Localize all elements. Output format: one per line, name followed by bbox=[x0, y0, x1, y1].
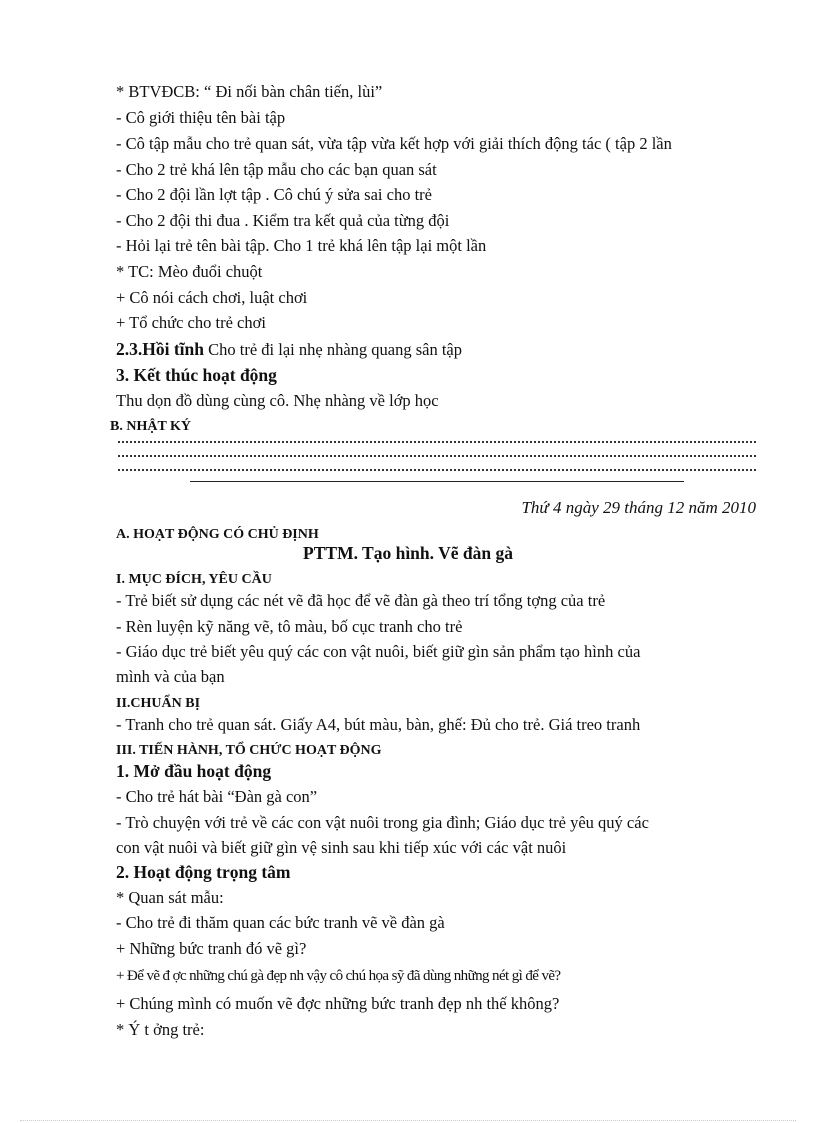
text-line: - Trò chuyện với trẻ về các con vật nuôi trong gia đình; Giáo dục trẻ yêu quý các bbox=[116, 813, 649, 832]
text-line: Thu dọn đồ dùng cùng cô. Nhẹ nhàng về lớp học bbox=[116, 391, 439, 410]
text-line: - Giáo dục trẻ biết yêu quý các con vật nuôi, biết giữ gìn sản phẩm tạo hình của bbox=[116, 642, 641, 661]
text-line: mình và của bạn bbox=[116, 667, 225, 686]
diary-heading: B. NHẬT KÝ bbox=[110, 419, 192, 434]
section-iii-heading: III. TIẾN HÀNH, TỔ CHỨC HOẠT ĐỘNG bbox=[116, 743, 382, 758]
text-line: - Hỏi lại trẻ tên bài tập. Cho 1 trẻ khá lên tập lại một lần bbox=[116, 236, 487, 255]
dotted-line bbox=[118, 452, 756, 457]
text-line: - Cho 2 đội lần lợt tập . Cô chú ý sửa sai cho trẻ bbox=[116, 185, 432, 204]
text-line: - Cho trẻ hát bài “Đàn gà con” bbox=[116, 787, 318, 806]
text-line: - Tranh cho trẻ quan sát. Giấy A4, bút màu, bàn, ghế: Đủ cho trẻ. Giá treo tranh bbox=[116, 715, 641, 734]
text-line: + Để vẽ đ ợc những chú gà đẹp nh vậy cô chú họa sỹ đã dùng những nét gì để vẽ? bbox=[116, 968, 561, 984]
text-line: - Cô giới thiệu tên bài tập bbox=[116, 108, 286, 127]
lesson-title: PTTM. Tạo hình. Vẽ đàn gà bbox=[303, 543, 513, 563]
opening-heading: 1. Mở đầu hoạt động bbox=[116, 761, 272, 781]
relax-text: Cho trẻ đi lại nhẹ nhàng quang sân tập bbox=[204, 340, 462, 359]
separator-rule bbox=[190, 481, 684, 482]
text-line: - Cho 2 đội thi đua . Kiểm tra kết quả của từng đội bbox=[116, 211, 450, 230]
text-line: + Tổ chức cho trẻ chơi bbox=[116, 313, 266, 332]
exercise-heading: * BTVĐCB: “ Đi nối bàn chân tiến, lùi” bbox=[116, 82, 383, 101]
relax-heading: 2.3.Hồi tĩnh bbox=[116, 339, 205, 359]
dotted-line bbox=[118, 466, 756, 471]
text-line: - Cô tập mẫu cho trẻ quan sát, vừa tập vừa kết hợp với giải thích động tác ( tập 2 lần bbox=[116, 134, 672, 153]
relax-line bbox=[116, 339, 462, 360]
text-line: - Cho 2 trẻ khá lên tập mẫu cho các bạn quan sát bbox=[116, 160, 437, 179]
text-line: + Chúng mình có muốn vẽ đợc những bức tranh đẹp nh thế không? bbox=[116, 994, 560, 1013]
text-line: + Cô nói cách chơi, luật chơi bbox=[116, 288, 308, 307]
text-line: * Quan sát mẫu: bbox=[116, 888, 224, 907]
text-line: - Rèn luyện kỹ năng vẽ, tô màu, bố cục tranh cho trẻ bbox=[116, 617, 463, 636]
text-line: - Trẻ biết sử dụng các nét vẽ đã học để vẽ đàn gà theo trí tổng tợng của trẻ bbox=[116, 591, 606, 610]
text-line: - Cho trẻ đi thăm quan các bức tranh vẽ về đàn gà bbox=[116, 913, 445, 932]
page-bottom-border bbox=[20, 1120, 796, 1121]
text-line: * Ý t ởng trẻ: bbox=[116, 1020, 205, 1039]
dotted-line bbox=[118, 438, 756, 443]
text-line: + Những bức tranh đó vẽ gì? bbox=[116, 939, 307, 958]
section-i-heading: I. MỤC ĐÍCH, YÊU CẦU bbox=[116, 572, 272, 587]
game-heading: * TC: Mèo đuổi chuột bbox=[116, 262, 263, 281]
section-ii-heading: II.CHUẨN BỊ bbox=[116, 696, 201, 711]
text-line: con vật nuôi và biết giữ gìn vệ sinh sau khi tiếp xúc với các vật nuôi bbox=[116, 838, 567, 857]
main-activity-heading: 2. Hoạt động trọng tâm bbox=[116, 862, 291, 882]
date-line: Thứ 4 ngày 29 tháng 12 năm 2010 bbox=[521, 498, 756, 517]
end-activity-heading: 3. Kết thúc hoạt động bbox=[116, 365, 277, 385]
section-a-heading: A. HOẠT ĐỘNG CÓ CHỦ ĐỊNH bbox=[116, 527, 319, 542]
